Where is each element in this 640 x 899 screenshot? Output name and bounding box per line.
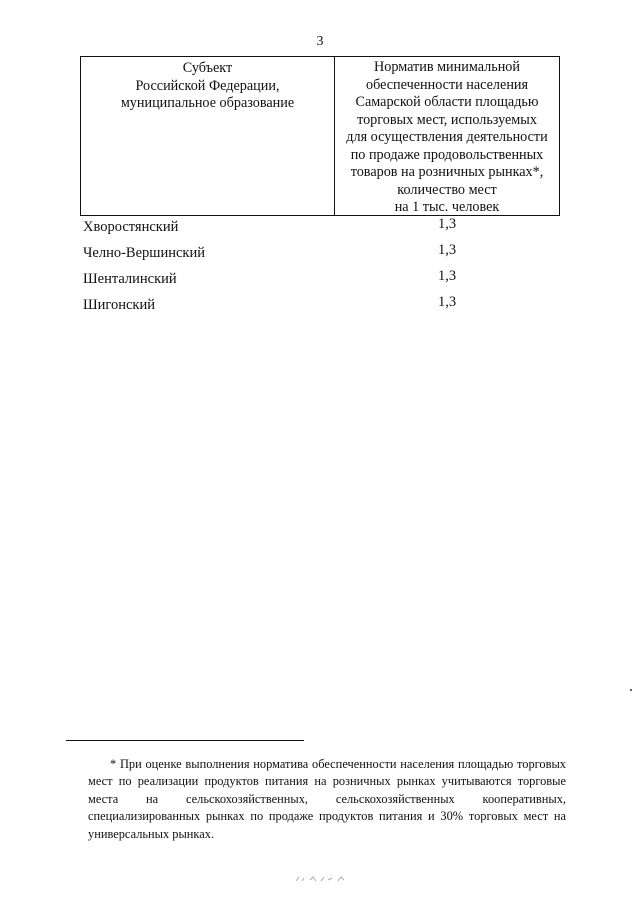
table-row bbox=[80, 295, 560, 315]
footnote: * При оценке выполнения норматива обеспеченности населения площадью торговых мест по реализации продуктов питания на розничных рынках учитываются торговые места на сельскохозяйственных, сельскохозяйственных кооперативных, специализированных рынках по продаже продуктов питания и 30% торговых мест на универсальных рынках. bbox=[88, 757, 566, 841]
table-row bbox=[80, 243, 560, 263]
header-subject-cell: Субъект Российской Федерации, муниципальное образование bbox=[81, 57, 335, 215]
row-name: Шенталинский bbox=[83, 271, 177, 287]
row-name: Хворостянский bbox=[83, 219, 179, 235]
row-value: 1,3 bbox=[437, 294, 457, 310]
scan-artifact-mark bbox=[294, 875, 350, 883]
page-number: 3 bbox=[316, 34, 324, 49]
row-name: Челно-Вершинский bbox=[83, 245, 205, 261]
row-value: 1,3 bbox=[437, 216, 457, 232]
header-norm-cell: Норматив минимальной обеспеченности населения Самарской области площадью торговых мест, используемых для осуществления деятельности по продаже продовольственных товаров на розничных рынках*, количество мест на 1 тыс. человек bbox=[346, 59, 548, 215]
row-value: 1,3 bbox=[437, 242, 457, 258]
scan-artifact-dot bbox=[630, 689, 632, 691]
table-row bbox=[80, 269, 560, 289]
row-value: 1,3 bbox=[437, 268, 457, 284]
footnote-separator bbox=[66, 740, 304, 741]
table-header bbox=[80, 56, 560, 216]
row-name: Шигонский bbox=[83, 297, 155, 313]
table-row bbox=[80, 217, 560, 237]
